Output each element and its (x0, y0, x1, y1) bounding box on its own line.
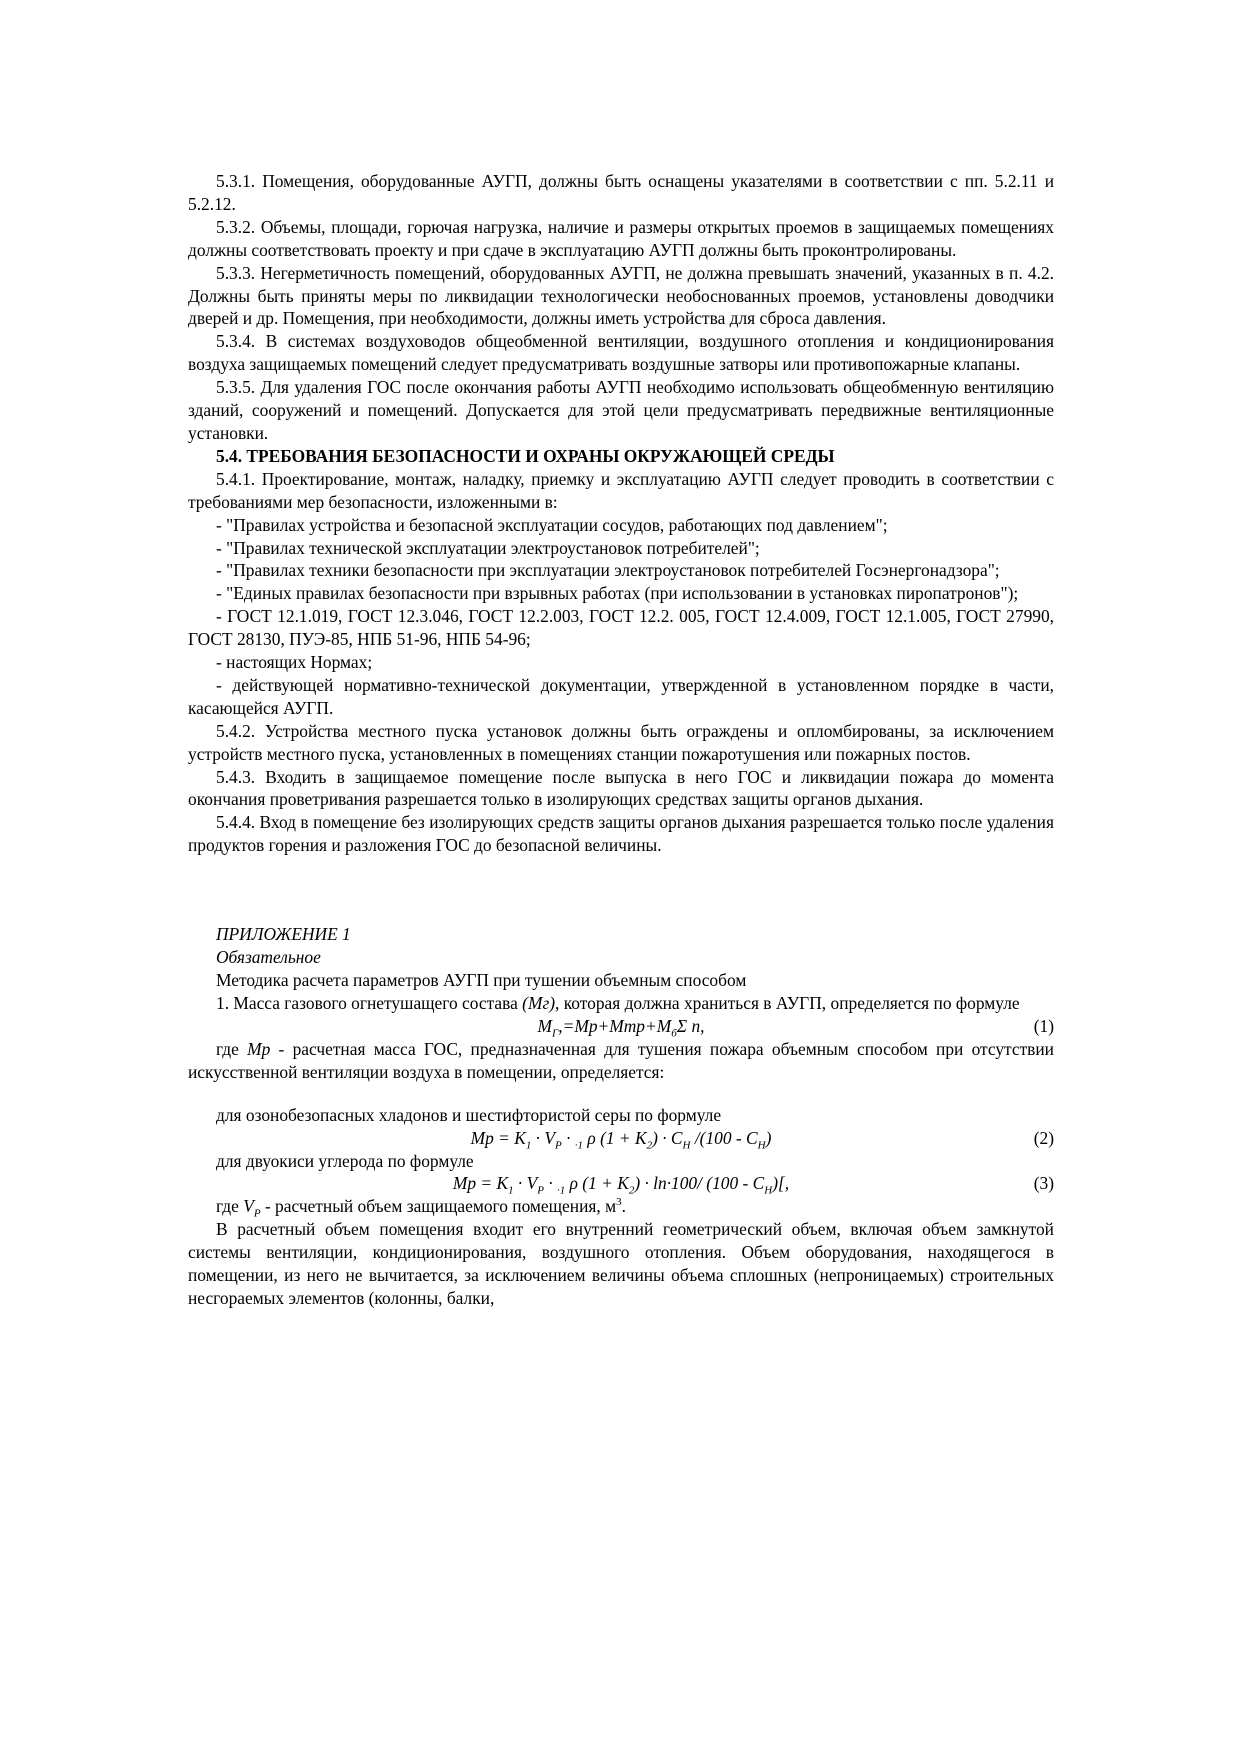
paragraph-volume: В расчетный объем помещения входит его внутренний геометрический объем, включая объем замкнутой системы вентиляции, кондиционирования, воздушного отопления. Объем оборудования, находящегося в помещении, из него не вычитается, за исключением величины объема сплошных (непроницаемых) строительных несгораемых элементов (колонны, балки, (188, 1219, 1054, 1309)
list-item: - "Единых правилах безопасности при взрывных работах (при использовании в установках пиропатронов"); (216, 583, 1019, 604)
formula-3 (188, 1172, 1054, 1195)
paragraph-5-3-5: 5.3.5. Для удаления ГОС после окончания работы АУГП необходимо использовать общеобменную вентиляцию зданий, сооружений и помещений. Допускается для этой цели предусматривать передвижные вентиляционные установки. (188, 377, 1054, 443)
paragraph-5-3-2: 5.3.2. Объемы, площади, горючая нагрузка, наличие и размеры открытых проемов в защищаемых помещениях должны соответствовать проекту и при сдаче в эксплуатацию АУГП должны быть проконтролированы. (188, 216, 1054, 260)
paragraph-5-3-3: 5.3.3. Негерметичность помещений, оборудованных АУГП, не должна превышать значений, указанных в п. 4.2. Должны быть приняты меры по ликвидации технологически необоснованных проемов, установлены доводчики дверей и др. Помещения, при необходимости, должны иметь устройства для сброса давления. (188, 262, 1054, 329)
paragraph-co2: для двуокиси углерода по формуле (216, 1150, 474, 1171)
paragraph-where-mp: где Мр - расчетная масса ГОС, предназначенная для тушения пожара объемным способом при отсутствии искусственной вентиляции воздуха в помещении, определяется: (188, 1038, 1054, 1082)
formula-3-expression: Мр = $K_1 \cdot V_P \cdot _{\cdot 1}$ ρ $(1 + K_2) \cdot \ln\cdot 100/$ $(100 - C_H)$[, (452, 1173, 790, 1197)
formula-1-expression: $М_Г,=Мр+Мтр+М_б\Sigma$ n, (537, 1015, 705, 1040)
mg-symbol: (Мг) (522, 992, 556, 1013)
list-item: - "Правилах технической эксплуатации электроустановок потребителей"; (216, 537, 760, 558)
list-item: - настоящих Нормах; (216, 652, 373, 673)
formula-1 (188, 1015, 1054, 1038)
paragraph-5-4-1: 5.4.1. Проектирование, монтаж, наладку, приемку и эксплуатацию АУГП следует проводить в соответствии с требованиями мер безопасности, изложенными в: (188, 468, 1054, 512)
mp-symbol: Мр (247, 1038, 271, 1059)
paragraph-5-3-1: 5.3.1. Помещения, оборудованные АУГП, должны быть оснащены указателями в соответствии с пп. 5.2.11 и 5.2.12. (188, 171, 1054, 214)
method-title: Методика расчета параметров АУГП при тушении объемным способом (216, 970, 747, 990)
list-item: - "Правилах техники безопасности при эксплуатации электроустановок потребителей Госэнергонадзора"; (216, 560, 1000, 581)
item1-text-end: , которая должна храниться в АУГП, определяется по формуле (555, 992, 1020, 1013)
section-heading-5-4: 5.4. ТРЕБОВАНИЯ БЕЗОПАСНОСТИ И ОХРАНЫ ОКРУЖАЮЩЕЙ СРЕДЫ (216, 445, 835, 466)
formula-2-number: (2) (1033, 1127, 1054, 1148)
spacer (188, 1084, 1054, 1104)
appendix-header (188, 923, 1054, 969)
formula-2-expression: Мр = $K_1 \cdot V_P \cdot _{\cdot 1}$ ρ $(1 + K_2) \cdot C_H$ $/(100 - C_H)$ (470, 1127, 772, 1151)
paragraph-ozone: для озонобезопасных хладонов и шестифтористой серы по формуле (216, 1104, 722, 1125)
appendix-title: ПРИЛОЖЕНИЕ 1 (216, 924, 351, 945)
formula-1-number: (1) (1033, 1015, 1054, 1036)
list-item: - ГОСТ 12.1.019, ГОСТ 12.3.046, ГОСТ 12.2.003, ГОСТ 12.2. 005, ГОСТ 12.4.009, ГОСТ 12.1.005, ГОСТ 27990, ГОСТ 28130, ПУЭ-85, НПБ 51-96, НПБ 54-96; (188, 606, 1054, 650)
vp-symbol: $V_P$ (243, 1196, 261, 1220)
paragraph-5-4-4: 5.4.4. Вход в помещение без изолирующих средств защиты органов дыхания разрешается только после удаления продуктов горения и разложения ГОС до безопасной величины. (188, 812, 1054, 856)
paragraph-5-4-3: 5.4.3. Входить в защищаемое помещение после выпуска в него ГОС и ликвидации пожара до момента окончания проветривания разрешается только в изолирующих средствах защиты органов дыхания. (188, 766, 1054, 810)
appendix-subtitle: Обязательное (216, 947, 321, 968)
paragraph-where-vp: где $V_P$ - расчетный объем защищаемого помещения, $м^3$. (216, 1196, 626, 1220)
list-item: - "Правилах устройства и безопасной эксплуатации сосудов, работающих под давлением"; (216, 514, 888, 535)
formula-3-number: (3) (1033, 1173, 1054, 1194)
item1-text: 1. Масса газового огнетушащего состава (216, 992, 523, 1013)
paragraph-5-4-2: 5.4.2. Устройства местного пуска установок должны быть ограждены и опломбированы, за исключением устройств местного пуска, установленных в помещениях станции пожаротушения или пожарных постов. (188, 720, 1054, 764)
formula-2 (188, 1127, 1054, 1150)
document-page (188, 170, 1054, 1310)
list-item: - действующей нормативно-технической документации, утвержденной в установленном порядке в части, касающейся АУГП. (188, 674, 1054, 718)
paragraph-item-1 (188, 992, 1054, 1015)
paragraph-5-3-4: 5.3.4. В системах воздуховодов общеобменной вентиляции, воздушного отопления и кондиционирования воздуха защищаемых помещений следует предусматривать воздушные затворы или противопожарные клапаны. (188, 331, 1054, 375)
